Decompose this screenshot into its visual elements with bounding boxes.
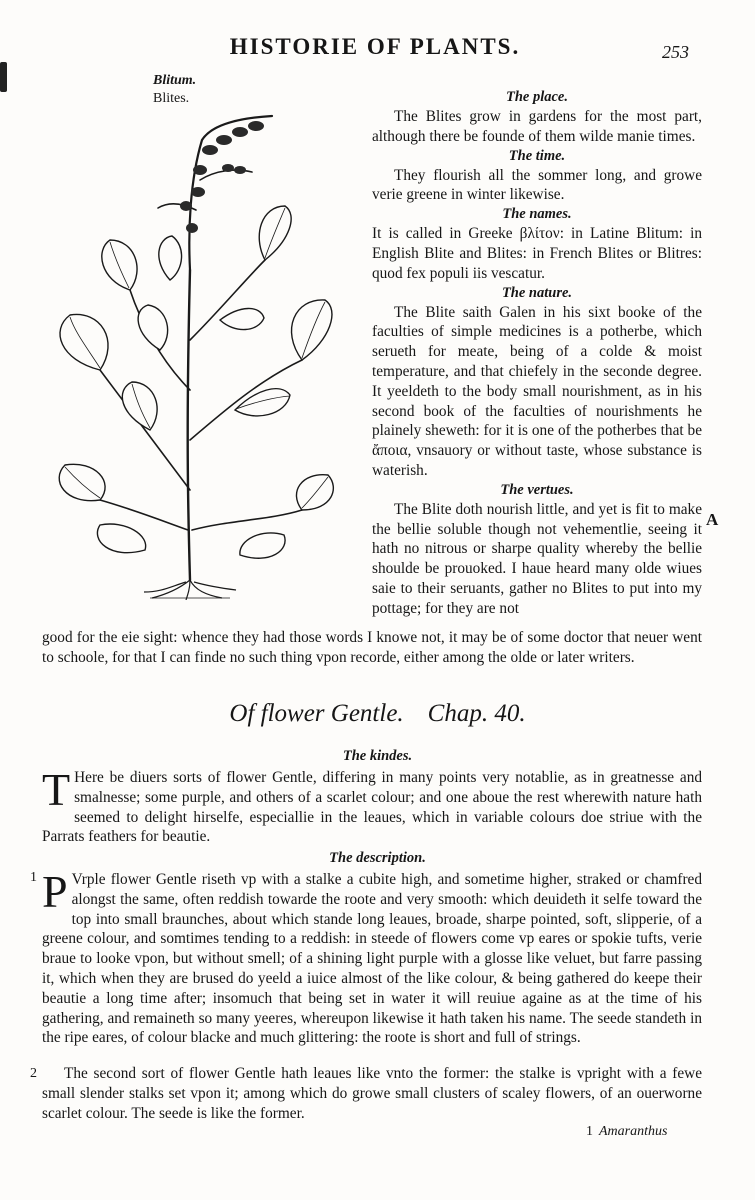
right-column [372,88,702,619]
catchword-number: 1 [586,1124,593,1139]
figure-caption [153,72,196,108]
drop-cap-p: P [42,866,68,917]
wide-continuation [42,628,702,668]
heading-the-vertues: The vertues. [500,481,574,498]
chapter-number: Chap. 40. [427,700,526,727]
description-item-1 [42,866,702,1048]
catchword-word: Amaranthus [599,1124,668,1139]
para-the-time: They flourish all the sommer long, and growe verie greene in winter likewise. [372,166,702,204]
para-the-vertues: The Blite doth nourish little, and yet is fit to make the bellie soluble though not vehementlie, seeing it hath no nitrous or sharpe quality whereby the bellie shoulde be prouoked. I haue heard many olde wiues saie to their seruants, gather no Blites to put into my pottage; for they are not [372,500,702,617]
heading-the-nature: The nature. [501,284,573,301]
chapter-name: Of flower Gentle. [229,700,404,727]
running-title: HISTORIE OF PLANTS. [229,34,521,59]
page-number: 253 [662,42,689,62]
drop-cap-t: T [42,764,71,815]
binding-edge-mark [0,62,7,92]
para-description-2: The second sort of flower Gentle hath leaues like vnto the former: the stalke is vpright with a fewe small slender stalks set vpon it; among which do growe small clusters of scaley flowers, of an ouerworne scarlet colour. The seede is like the former. [42,1065,702,1122]
kindes-section [42,764,702,847]
catchword [586,1124,667,1140]
description-item-2 [42,1064,702,1123]
para-the-place: The Blites grow in gardens for the most part, although there be founde of them wilde manie times. [372,108,702,145]
margin-letter: A [706,510,719,529]
item-number-2: 2 [30,1066,37,1081]
chapter-title [0,700,755,728]
heading-the-description: The description. [329,850,426,866]
heading-the-place: The place. [505,89,568,105]
figure-latin-name: Blitum. [153,73,197,88]
figure-english-name: Blites. [153,91,190,106]
blite-plant-woodcut [40,110,340,600]
heading-the-names: The names. [502,206,572,223]
para-description-1: Vrple flower Gentle riseth vp with a stalke a cubite high, and sometime higher, straked or chamfred alongst the same, often reddish towarde the roote and very smooth: which deuideth it selfe toward the top into small braunches, about which stande long leaues, broade, sharpe pointed, soft, slipperie, of a greene colour, and somtimes tending to a reddish: in steede of flowers come vp eares or spokie tufts, verie braue to looke vpon, but without smell; of a shining light purple with a glosse like veluet, but farre passing it, which when they are brused do yeeld a iuice almost of the like colour, & being gathered do keepe their beautie a long time after; insomuch that being set in water it will reuiue againe as at the time of his gathering, and remaineth so many yeeres, whereupon likewise it hath taken his name. The seede standeth in the ripe eares, of colour blacke and much glittering: the roote is short and full of strings. [42,871,702,1047]
para-the-names: It is called in Greeke βλίτον: in Latine Blitum: in English Blite and Blites: in French Blites or Blitres: quod fex populi iis vescatur. [372,225,702,282]
para-the-kindes: Here be diuers sorts of flower Gentle, differing in many points very notablie, as in greatnesse and smalnesse; some purple, and others of a scarlet colour; and one aboue the rest wherewith nature hath seemed to delight hirselfe, especiallie in the leaues, which in variable colours doe striue with the Parrats feathers for beautie. [42,769,702,846]
vertues-continuation: good for the eie sight: whence they had those words I knowe not, it may be of some doctor that neuer went to schoole, for that I can finde no such thing vpon recorde, either among the olde or later writers. [42,629,702,666]
heading-the-time: The time. [508,147,566,164]
heading-the-kindes: The kindes. [342,748,413,764]
item-number-1: 1 [30,870,37,885]
para-the-nature: The Blite saith Galen in his sixt booke of the faculties of simple medicines is a potherbe, which serueth for meate, being of a colde & moist temperature, and that chiefely in the seconde degree. It yeeldeth to the body small nourishment, as in his second book of the faculties of nourishments he plainely sheweth: for it is one of the potherbes that be ἄποια, vnsauory or without taste, whose substance is waterish. [372,303,702,479]
